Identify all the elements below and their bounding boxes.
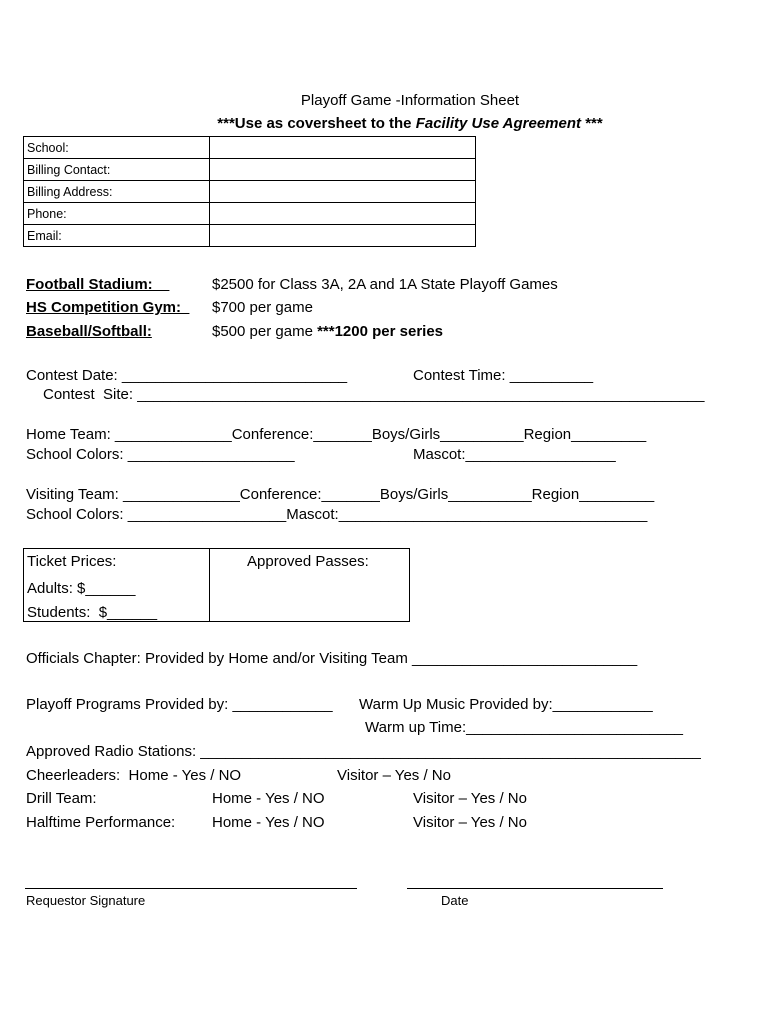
phone-label: Phone: — [24, 203, 210, 225]
signature-line[interactable] — [25, 888, 357, 889]
table-row — [24, 137, 476, 159]
fee-price-baseball-series: ***1200 per series — [317, 323, 444, 340]
contest-date-field[interactable]: Contest Date: ___________________________ — [26, 367, 348, 384]
home-team-line[interactable]: Home Team: ______________Conference:_______Boys/Girls__________Region_________ — [26, 426, 647, 443]
school-field[interactable] — [210, 137, 476, 159]
table-row — [24, 203, 476, 225]
table-row — [24, 159, 476, 181]
approved-passes-label: Approved Passes: — [247, 553, 369, 570]
ticket-box — [23, 548, 410, 622]
visiting-colors-mascot-line[interactable]: School Colors: ___________________Mascot:_____________________________________ — [26, 506, 648, 523]
halftime-label: Halftime Performance: — [26, 814, 176, 831]
fee-price-football: $2500 for Class 3A, 2A and 1A State Playoff Games — [212, 276, 558, 293]
page-title: Playoff Game -Information Sheet — [300, 92, 520, 109]
programs-field[interactable]: Playoff Programs Provided by: ____________ — [26, 696, 333, 713]
date-label: Date — [441, 893, 469, 908]
page-subtitle — [0, 115, 770, 133]
contest-time-field[interactable]: Contest Time: __________ — [413, 367, 594, 384]
fee-label-gym: HS Competition Gym:_ — [26, 299, 190, 316]
info-table — [23, 136, 476, 247]
email-field[interactable] — [210, 225, 476, 247]
table-row — [24, 225, 476, 247]
visiting-team-line[interactable]: Visiting Team: ______________Conference:_______Boys/Girls__________Region_________ — [26, 486, 655, 503]
phone-field[interactable] — [210, 203, 476, 225]
signature-label: Requestor Signature — [26, 893, 146, 908]
officials-line[interactable]: Officials Chapter: Provided by Home and/or Visiting Team ___________________________ — [26, 650, 638, 667]
subtitle-italic: Facility Use Agreement — [415, 115, 582, 132]
subtitle-prefix: ***Use as coversheet to the — [217, 115, 416, 132]
school-label: School: — [24, 137, 210, 159]
warmup-music-field[interactable]: Warm Up Music Provided by:____________ — [359, 696, 653, 713]
billing-contact-field[interactable] — [210, 159, 476, 181]
cheerleaders-home[interactable]: Cheerleaders: Home - Yes / NO — [26, 767, 242, 784]
table-row — [24, 181, 476, 203]
cheerleaders-visitor[interactable]: Visitor – Yes / No — [337, 767, 451, 784]
radio-stations-field[interactable]: Approved Radio Stations: ____________________________________________________________ — [26, 743, 701, 760]
fee-label-baseball: Baseball/Softball: — [26, 323, 152, 340]
warmup-time-field[interactable]: Warm up Time:__________________________ — [365, 719, 684, 736]
halftime-visitor[interactable]: Visitor – Yes / No — [413, 814, 527, 831]
drill-team-home[interactable]: Home - Yes / NO — [212, 790, 325, 807]
adults-price-field[interactable]: Adults: $______ — [27, 580, 136, 597]
ticket-prices-label: Ticket Prices: — [27, 553, 117, 570]
subtitle-suffix: *** — [581, 115, 603, 132]
home-colors-field[interactable]: School Colors: ____________________ — [26, 446, 295, 463]
fee-price-baseball — [212, 323, 443, 341]
date-line[interactable] — [407, 888, 663, 889]
students-price-field[interactable]: Students: $______ — [27, 604, 158, 621]
drill-team-label: Drill Team: — [26, 790, 97, 807]
contest-site-field[interactable]: Contest Site: ____________________________________________________________________ — [43, 386, 705, 403]
halftime-home[interactable]: Home - Yes / NO — [212, 814, 325, 831]
drill-team-visitor[interactable]: Visitor – Yes / No — [413, 790, 527, 807]
fee-label-football: Football Stadium:__ — [26, 276, 170, 293]
fee-price-baseball-text: $500 per game — [212, 323, 318, 340]
email-label: Email: — [24, 225, 210, 247]
billing-contact-label: Billing Contact: — [24, 159, 210, 181]
billing-address-field[interactable] — [210, 181, 476, 203]
fee-price-gym: $700 per game — [212, 299, 313, 316]
billing-address-label: Billing Address: — [24, 181, 210, 203]
ticket-box-divider — [209, 549, 210, 621]
home-mascot-field[interactable]: Mascot:__________________ — [413, 446, 616, 463]
